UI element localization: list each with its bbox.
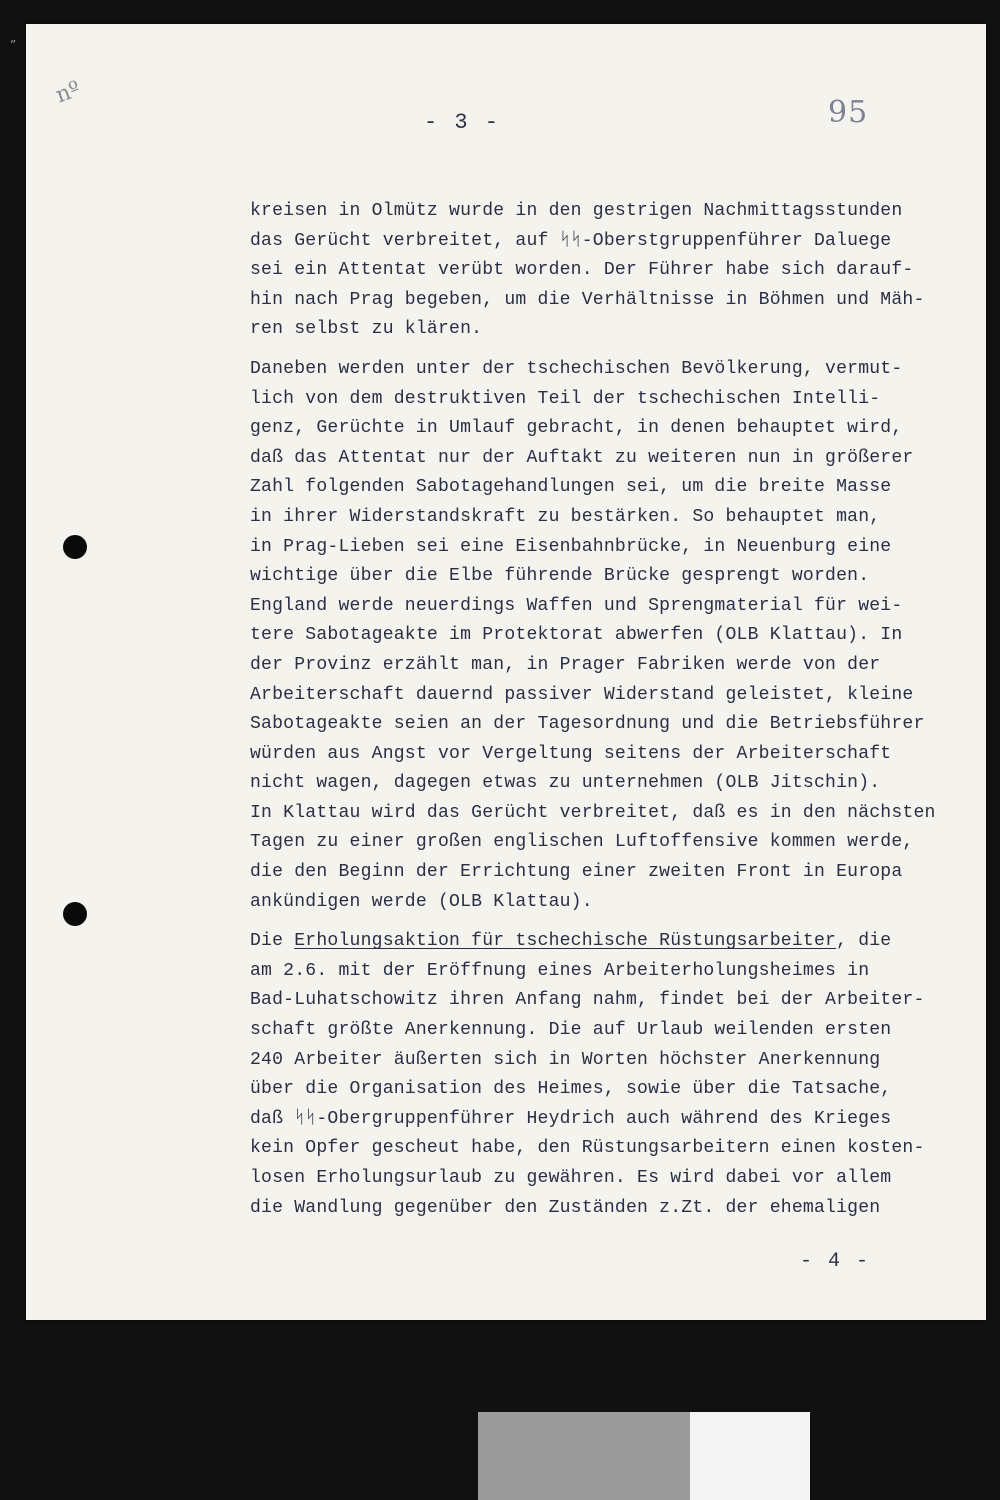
text-line: ren selbst zu klären. (250, 319, 483, 340)
text-line: lich von dem destruktiven Teil der tschechischen Intelli- (250, 388, 881, 409)
paragraph-sabotage-rumors (250, 355, 975, 917)
text-line: daß das Attentat nur der Auftakt zu weiteren nun in größerer (250, 447, 914, 468)
text-line: Sabotageakte seien an der Tagesordnung und die Betriebsführer (250, 714, 925, 735)
text-line-heading (250, 927, 975, 957)
text-line: in Prag-Lieben sei eine Eisenbahnbrücke, in Neuenburg eine (250, 536, 892, 557)
text-line: kein Opfer gescheut habe, den Rüstungsarbeitern einen kosten- (250, 1138, 925, 1159)
archive-folio-number: 95 (828, 95, 869, 130)
text-line: Zahl folgenden Sabotagehandlungen sei, um die breite Masse (250, 477, 892, 498)
text-line: in ihrer Widerstandskraft zu bestärken. So behauptet man, (250, 506, 881, 527)
edge-mark: ” (10, 38, 17, 52)
text-line: daß ᛋᛋ-Obergruppenführer Heydrich auch während des Krieges (250, 1108, 892, 1129)
underlined-topic: Erholungsaktion für tschechische Rüstungsarbeiter (294, 931, 837, 952)
text-line: am 2.6. mit der Eröffnung eines Arbeiterholungsheimes in (250, 960, 870, 981)
text-line: In Klattau wird das Gerücht verbreitet, daß es in den nächsten (250, 802, 936, 823)
text-line: schaft größte Anerkennung. Die auf Urlaub weilenden ersten (250, 1020, 892, 1041)
handwritten-corner-mark: nº (52, 76, 85, 109)
text-line: das Gerücht verbreitet, auf ᛋᛋ-Oberstgruppenführer Daluege (250, 230, 892, 251)
text-line: 240 Arbeiter äußerten sich in Worten höchster Anerkennung (250, 1049, 881, 1070)
page-number: - 3 - (424, 110, 501, 135)
text-line: sei ein Attentat verübt worden. Der Führer habe sich darauf- (250, 260, 914, 281)
next-page-marker: - 4 - (800, 1250, 871, 1273)
text-segment: , die (836, 931, 892, 952)
text-line: tere Sabotageakte im Protektorat abwerfen (OLB Klattau). In (250, 625, 903, 646)
punch-hole-top (63, 535, 87, 559)
text-line: genz, Gerüchte in Umlauf gebracht, in denen behauptet wird, (250, 418, 903, 439)
text-line: Bad-Luhatschowitz ihren Anfang nahm, findet bei der Arbeiter- (250, 990, 925, 1011)
text-line: hin nach Prag begeben, um die Verhältnisse in Böhmen und Mäh- (250, 289, 925, 310)
text-line: die Wandlung gegenüber den Zuständen z.Zt. der ehemaligen (250, 1197, 881, 1218)
text-line: Tagen zu einer großen englischen Luftoffensive kommen werde, (250, 832, 914, 853)
document-body (250, 197, 975, 1233)
text-line: Arbeiterschaft dauernd passiver Widerstand geleistet, kleine (250, 684, 914, 705)
text-line: nicht wagen, dagegen etwas zu unternehmen (OLB Jitschin). (250, 773, 881, 794)
text-line: die den Beginn der Errichtung einer zweiten Front in Europa (250, 862, 903, 883)
text-line: losen Erholungsurlaub zu gewähren. Es wird dabei vor allem (250, 1168, 892, 1188)
punch-hole-bottom (63, 902, 87, 926)
text-line: wichtige über die Elbe führende Brücke gesprengt worden. (250, 566, 870, 587)
text-line: würden aus Angst vor Vergeltung seitens der Arbeiterschaft (250, 743, 892, 764)
text-line: kreisen in Olmütz wurde in den gestrigen Nachmittagsstunden (250, 201, 903, 221)
text-line: der Provinz erzählt man, in Prager Fabriken werde von der (250, 654, 881, 675)
color-calibration-white-card (690, 1412, 810, 1500)
text-line: Daneben werden unter der tschechischen Bevölkerung, vermut- (250, 358, 903, 379)
text-line: über die Organisation des Heimes, sowie über die Tatsache, (250, 1079, 892, 1100)
text-line: England werde neuerdings Waffen und Sprengmaterial für wei- (250, 595, 903, 616)
paragraph-recreation-action (250, 927, 975, 1223)
color-calibration-gray-card (478, 1412, 690, 1500)
paragraph-rumor-daluege (250, 197, 975, 345)
text-segment: Die (250, 931, 295, 952)
text-line: ankündigen werde (OLB Klattau). (250, 891, 593, 912)
